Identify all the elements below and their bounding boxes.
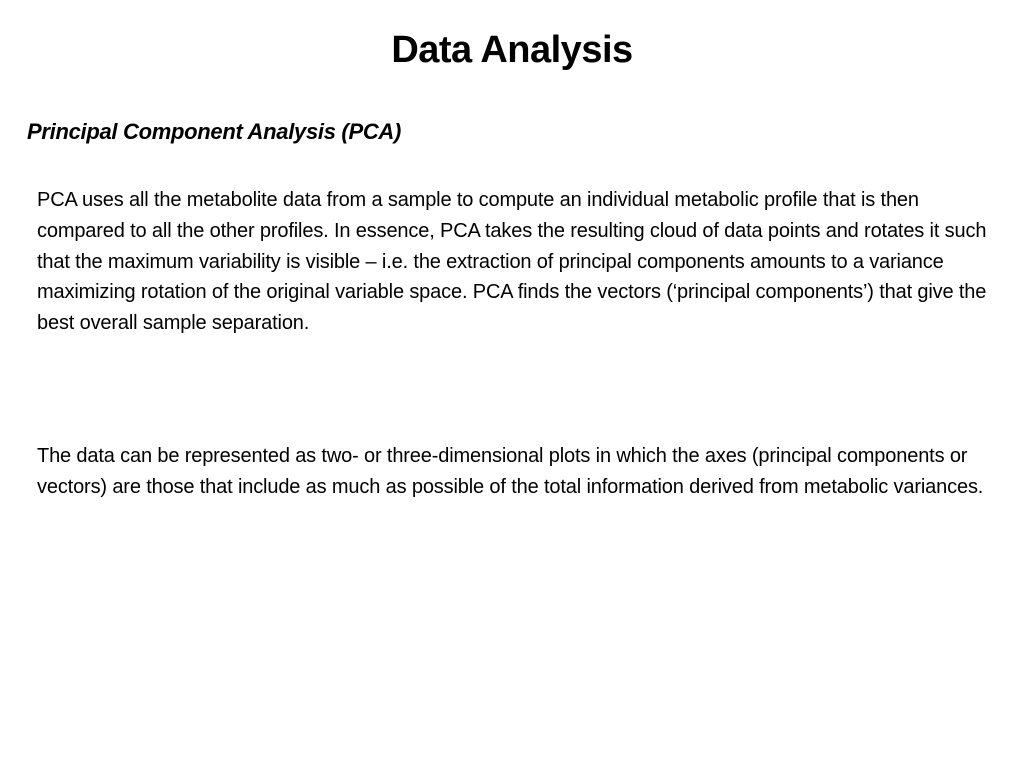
slide-title: Data Analysis — [391, 29, 633, 71]
body-paragraph-pca-description: PCA uses all the metabolite data from a sample to compute an individual metabolic profile that is then compared to all the other profiles. In essence, PCA takes the resulting cloud of data points and rotates it such that the maximum variability is visible – i.e. the extraction of principal components amounts to a variance maximizing rotation of the original variable space. PCA finds the vectors (‘principal components’) that give the best overall sample separation. — [37, 189, 987, 335]
section-subtitle: Principal Component Analysis (PCA) — [27, 119, 402, 144]
body-paragraph-data-representation: The data can be represented as two- or three-dimensional plots in which the axes (principal components or vectors) are those that include as much as possible of the total information derived from metabolic variances. — [37, 445, 984, 498]
